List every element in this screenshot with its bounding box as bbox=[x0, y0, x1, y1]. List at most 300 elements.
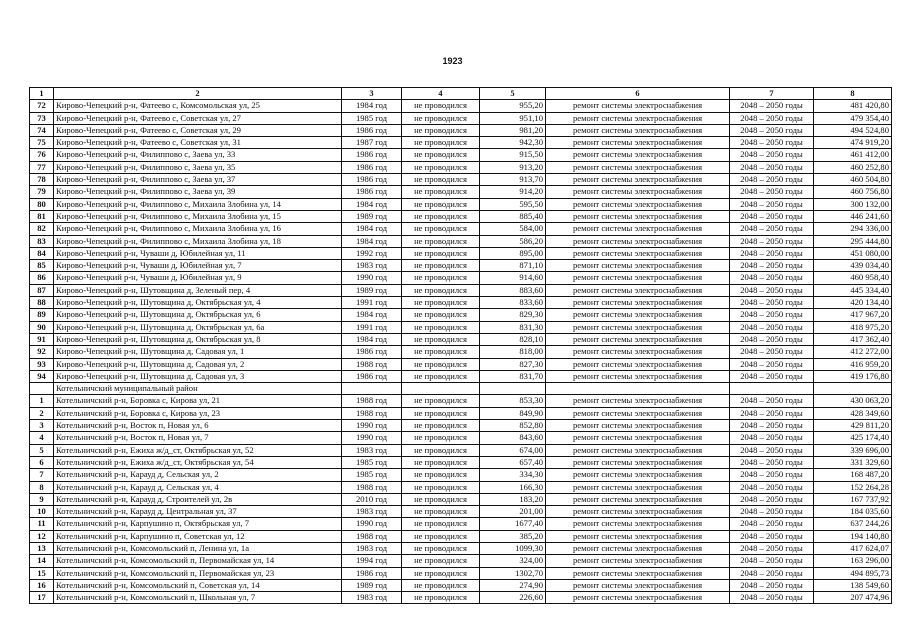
cell-area: 913,70 bbox=[480, 174, 546, 186]
table-row bbox=[30, 358, 892, 370]
cell-row-number: 4 bbox=[30, 432, 54, 444]
cell-work-type: ремонт системы электроснабжения bbox=[546, 420, 730, 432]
cell-row-number: 11 bbox=[30, 518, 54, 530]
cell-row-number: 88 bbox=[30, 297, 54, 309]
cell-build-year: 1983 год bbox=[342, 506, 402, 518]
cell-row-number: 72 bbox=[30, 100, 54, 112]
table-row bbox=[30, 567, 892, 579]
cell-work-type: ремонт системы электроснабжения bbox=[546, 235, 730, 247]
cell-build-year: 1985 год bbox=[342, 112, 402, 124]
cell-address: Кирово-Чепецкий р-н, Филиппово с, Михаила Злобина ул, 18 bbox=[54, 235, 342, 247]
cell-last-repair: не проводился bbox=[402, 149, 480, 161]
cell-address: Кирово-Чепецкий р-н, Филиппово с, Заева ул, 33 bbox=[54, 149, 342, 161]
cell-last-repair: не проводился bbox=[402, 284, 480, 296]
cell-build-year: 1986 год bbox=[342, 161, 402, 173]
cell-period: 2048 – 2050 годы bbox=[730, 112, 814, 124]
cell-last-repair: не проводился bbox=[402, 555, 480, 567]
table-row bbox=[30, 530, 892, 542]
cell-build-year: 1990 год bbox=[342, 518, 402, 530]
cell-cost: 446 241,60 bbox=[814, 210, 892, 222]
cell-build-year: 1988 год bbox=[342, 395, 402, 407]
cell-cost: 294 336,00 bbox=[814, 223, 892, 235]
section-row bbox=[30, 383, 892, 395]
cell-period: 2048 – 2050 годы bbox=[730, 161, 814, 173]
cell-row-number: 12 bbox=[30, 530, 54, 542]
table-row bbox=[30, 297, 892, 309]
table-row bbox=[30, 124, 892, 136]
cell-area: 883,60 bbox=[480, 284, 546, 296]
cell-address: Котельничский р-н, Комсомольский п, Первомайская ул, 23 bbox=[54, 567, 342, 579]
cell-last-repair: не проводился bbox=[402, 333, 480, 345]
cell-period: 2048 – 2050 годы bbox=[730, 555, 814, 567]
cell-area bbox=[480, 383, 546, 395]
cell-row-number: 89 bbox=[30, 309, 54, 321]
cell-area: 183,20 bbox=[480, 493, 546, 505]
cell-work-type: ремонт системы электроснабжения bbox=[546, 395, 730, 407]
cell-area: 829,30 bbox=[480, 309, 546, 321]
cell-last-repair: не проводился bbox=[402, 247, 480, 259]
table-row bbox=[30, 456, 892, 468]
cell-last-repair: не проводился bbox=[402, 346, 480, 358]
table-row bbox=[30, 481, 892, 493]
header-row bbox=[30, 88, 892, 100]
cell-area: 334,30 bbox=[480, 469, 546, 481]
cell-area: 914,20 bbox=[480, 186, 546, 198]
cell-last-repair: не проводился bbox=[402, 469, 480, 481]
cell-row-number: 91 bbox=[30, 333, 54, 345]
cell-cost: 474 919,20 bbox=[814, 137, 892, 149]
cell-last-repair: не проводился bbox=[402, 235, 480, 247]
cell-area: 915,50 bbox=[480, 149, 546, 161]
table-row bbox=[30, 469, 892, 481]
cell-area: 584,00 bbox=[480, 223, 546, 235]
table-row bbox=[30, 309, 892, 321]
cell-work-type: ремонт системы электроснабжения bbox=[546, 358, 730, 370]
table-row bbox=[30, 407, 892, 419]
table-row bbox=[30, 579, 892, 591]
cell-last-repair: не проводился bbox=[402, 100, 480, 112]
cell-row-number: 94 bbox=[30, 370, 54, 382]
table-row bbox=[30, 444, 892, 456]
cell-cost: 168 487,20 bbox=[814, 469, 892, 481]
cell-area: 827,30 bbox=[480, 358, 546, 370]
page-number: 1923 bbox=[442, 56, 463, 66]
cell-work-type: ремонт системы электроснабжения bbox=[546, 555, 730, 567]
table-row bbox=[30, 284, 892, 296]
cell-row-number: 1 bbox=[30, 395, 54, 407]
header-cell: 6 bbox=[546, 88, 730, 100]
cell-row-number: 8 bbox=[30, 481, 54, 493]
cell-build-year: 1988 год bbox=[342, 481, 402, 493]
cell-cost: 460 504,80 bbox=[814, 174, 892, 186]
cell-address: Кирово-Чепецкий р-н, Филиппово с, Заева ул, 37 bbox=[54, 174, 342, 186]
cell-work-type bbox=[546, 383, 730, 395]
cell-last-repair: не проводился bbox=[402, 223, 480, 235]
cell-address: Котельничский р-н, Ежиха ж/д_ст, Октябрьская ул, 54 bbox=[54, 456, 342, 468]
cell-address: Кирово-Чепецкий р-н, Шутовщина д, Садовая ул, 1 bbox=[54, 346, 342, 358]
cell-row-number: 13 bbox=[30, 542, 54, 554]
cell-last-repair: не проводился bbox=[402, 358, 480, 370]
cell-period: 2048 – 2050 годы bbox=[730, 309, 814, 321]
cell-address: Котельничский р-н, Карауд д, Центральная ул, 37 bbox=[54, 506, 342, 518]
cell-last-repair: не проводился bbox=[402, 112, 480, 124]
cell-cost: 417 362,40 bbox=[814, 333, 892, 345]
table-row bbox=[30, 161, 892, 173]
cell-address: Кирово-Чепецкий р-н, Фатеево с, Советская ул, 31 bbox=[54, 137, 342, 149]
cell-row-number: 10 bbox=[30, 506, 54, 518]
cell-cost: 300 132,00 bbox=[814, 198, 892, 210]
cell-row-number bbox=[30, 383, 54, 395]
cell-work-type: ремонт системы электроснабжения bbox=[546, 469, 730, 481]
cell-last-repair: не проводился bbox=[402, 309, 480, 321]
cell-last-repair: не проводился bbox=[402, 592, 480, 604]
table-row bbox=[30, 235, 892, 247]
cell-row-number: 77 bbox=[30, 161, 54, 173]
cell-last-repair: не проводился bbox=[402, 444, 480, 456]
cell-address: Котельничский р-н, Комсомольский п, Советская ул, 14 bbox=[54, 579, 342, 591]
cell-cost: 331 329,60 bbox=[814, 456, 892, 468]
cell-area: 895,00 bbox=[480, 247, 546, 259]
table-row bbox=[30, 321, 892, 333]
table-row bbox=[30, 186, 892, 198]
cell-address: Кирово-Чепецкий р-н, Шутовщина д, Садовая ул, 2 bbox=[54, 358, 342, 370]
cell-build-year: 1986 год bbox=[342, 567, 402, 579]
cell-cost: 207 474,96 bbox=[814, 592, 892, 604]
table-row bbox=[30, 432, 892, 444]
cell-build-year: 1983 год bbox=[342, 260, 402, 272]
cell-area: 831,30 bbox=[480, 321, 546, 333]
cell-period: 2048 – 2050 годы bbox=[730, 186, 814, 198]
cell-address: Кирово-Чепецкий р-н, Шутовщина д, Октябрьская ул, 6 bbox=[54, 309, 342, 321]
cell-area: 818,00 bbox=[480, 346, 546, 358]
cell-last-repair: не проводился bbox=[402, 297, 480, 309]
cell-last-repair: не проводился bbox=[402, 272, 480, 284]
cell-area: 201,00 bbox=[480, 506, 546, 518]
cell-cost: 417 624,07 bbox=[814, 542, 892, 554]
cell-address: Кирово-Чепецкий р-н, Чуваши д, Юбилейная ул, 7 bbox=[54, 260, 342, 272]
cell-area: 849,90 bbox=[480, 407, 546, 419]
cell-work-type: ремонт системы электроснабжения bbox=[546, 321, 730, 333]
cell-cost: 460 252,80 bbox=[814, 161, 892, 173]
cell-work-type: ремонт системы электроснабжения bbox=[546, 567, 730, 579]
cell-area: 226,60 bbox=[480, 592, 546, 604]
cell-cost: 430 063,20 bbox=[814, 395, 892, 407]
cell-build-year: 1986 год bbox=[342, 149, 402, 161]
cell-area: 955,20 bbox=[480, 100, 546, 112]
cell-row-number: 3 bbox=[30, 420, 54, 432]
cell-address: Котельничский р-н, Ежиха ж/д_ст, Октябрьская ул, 52 bbox=[54, 444, 342, 456]
cell-build-year: 1985 год bbox=[342, 469, 402, 481]
cell-address: Кирово-Чепецкий р-н, Филиппово с, Заева ул, 35 bbox=[54, 161, 342, 173]
cell-build-year: 1990 год bbox=[342, 432, 402, 444]
cell-cost: 494 895,73 bbox=[814, 567, 892, 579]
table-row bbox=[30, 112, 892, 124]
cell-area: 657,40 bbox=[480, 456, 546, 468]
cell-address: Котельничский р-н, Комсомольский п, Первомайская ул, 14 bbox=[54, 555, 342, 567]
cell-work-type: ремонт системы электроснабжения bbox=[546, 247, 730, 259]
cell-work-type: ремонт системы электроснабжения bbox=[546, 137, 730, 149]
header-cell: 1 bbox=[30, 88, 54, 100]
cell-period: 2048 – 2050 годы bbox=[730, 493, 814, 505]
cell-area: 1302,70 bbox=[480, 567, 546, 579]
cell-cost: 416 959,20 bbox=[814, 358, 892, 370]
cell-address: Котельничский р-н, Восток п, Новая ул, 7 bbox=[54, 432, 342, 444]
cell-build-year: 1992 год bbox=[342, 247, 402, 259]
table-row bbox=[30, 518, 892, 530]
cell-area: 274,90 bbox=[480, 579, 546, 591]
cell-cost: 418 975,20 bbox=[814, 321, 892, 333]
cell-last-repair: не проводился bbox=[402, 124, 480, 136]
cell-address: Котельничский р-н, Боровка с, Кирова ул, 21 bbox=[54, 395, 342, 407]
table-row bbox=[30, 174, 892, 186]
cell-row-number: 83 bbox=[30, 235, 54, 247]
cell-cost: 163 296,00 bbox=[814, 555, 892, 567]
cell-cost: 420 134,40 bbox=[814, 297, 892, 309]
cell-address: Кирово-Чепецкий р-н, Фатеево с, Советская ул, 27 bbox=[54, 112, 342, 124]
cell-period: 2048 – 2050 годы bbox=[730, 567, 814, 579]
cell-cost: 425 174,40 bbox=[814, 432, 892, 444]
cell-area: 942,30 bbox=[480, 137, 546, 149]
cell-row-number: 84 bbox=[30, 247, 54, 259]
cell-address: Котельничский р-н, Карауд д, Сельская ул, 4 bbox=[54, 481, 342, 493]
cell-work-type: ремонт системы электроснабжения bbox=[546, 518, 730, 530]
cell-period: 2048 – 2050 годы bbox=[730, 321, 814, 333]
cell-build-year: 1991 год bbox=[342, 321, 402, 333]
cell-cost: 167 737,92 bbox=[814, 493, 892, 505]
cell-row-number: 80 bbox=[30, 198, 54, 210]
cell-area: 595,50 bbox=[480, 198, 546, 210]
cell-work-type: ремонт системы электроснабжения bbox=[546, 284, 730, 296]
cell-last-repair: не проводился bbox=[402, 186, 480, 198]
cell-period bbox=[730, 383, 814, 395]
cell-work-type: ремонт системы электроснабжения bbox=[546, 542, 730, 554]
cell-row-number: 73 bbox=[30, 112, 54, 124]
cell-last-repair: не проводился bbox=[402, 174, 480, 186]
cell-last-repair: не проводился bbox=[402, 370, 480, 382]
cell-work-type: ремонт системы электроснабжения bbox=[546, 432, 730, 444]
header-cell: 3 bbox=[342, 88, 402, 100]
cell-last-repair: не проводился bbox=[402, 432, 480, 444]
cell-work-type: ремонт системы электроснабжения bbox=[546, 333, 730, 345]
cell-work-type: ремонт системы электроснабжения bbox=[546, 592, 730, 604]
cell-row-number: 76 bbox=[30, 149, 54, 161]
cell-build-year: 1986 год bbox=[342, 346, 402, 358]
cell-work-type: ремонт системы электроснабжения bbox=[546, 272, 730, 284]
cell-build-year: 1988 год bbox=[342, 358, 402, 370]
cell-work-type: ремонт системы электроснабжения bbox=[546, 260, 730, 272]
cell-area: 1677,40 bbox=[480, 518, 546, 530]
cell-address: Котельничский р-н, Карауд д, Строителей ул, 2в bbox=[54, 493, 342, 505]
cell-row-number: 16 bbox=[30, 579, 54, 591]
cell-last-repair: не проводился bbox=[402, 579, 480, 591]
cell-period: 2048 – 2050 годы bbox=[730, 592, 814, 604]
cell-address: Котельничский р-н, Восток п, Новая ул, 6 bbox=[54, 420, 342, 432]
cell-period: 2048 – 2050 годы bbox=[730, 137, 814, 149]
cell-area: 853,30 bbox=[480, 395, 546, 407]
cell-period: 2048 – 2050 годы bbox=[730, 149, 814, 161]
cell-period: 2048 – 2050 годы bbox=[730, 506, 814, 518]
cell-build-year: 1989 год bbox=[342, 579, 402, 591]
cell-period: 2048 – 2050 годы bbox=[730, 100, 814, 112]
table-row bbox=[30, 506, 892, 518]
cell-work-type: ремонт системы электроснабжения bbox=[546, 370, 730, 382]
table-row bbox=[30, 223, 892, 235]
cell-cost: 460 958,40 bbox=[814, 272, 892, 284]
cell-area: 831,70 bbox=[480, 370, 546, 382]
cell-last-repair: не проводился bbox=[402, 481, 480, 493]
cell-work-type: ремонт системы электроснабжения bbox=[546, 100, 730, 112]
cell-work-type: ремонт системы электроснабжения bbox=[546, 456, 730, 468]
cell-period: 2048 – 2050 годы bbox=[730, 370, 814, 382]
table-row bbox=[30, 333, 892, 345]
cell-address: Кирово-Чепецкий р-н, Филиппово с, Заева ул, 39 bbox=[54, 186, 342, 198]
cell-build-year bbox=[342, 383, 402, 395]
cell-work-type: ремонт системы электроснабжения bbox=[546, 112, 730, 124]
cell-cost bbox=[814, 383, 892, 395]
cell-address: Котельничский р-н, Карпушино п, Октябрьская ул, 7 bbox=[54, 518, 342, 530]
cell-period: 2048 – 2050 годы bbox=[730, 481, 814, 493]
table-row bbox=[30, 346, 892, 358]
cell-cost: 494 524,80 bbox=[814, 124, 892, 136]
cell-last-repair: не проводился bbox=[402, 198, 480, 210]
cell-build-year: 1986 год bbox=[342, 186, 402, 198]
table-row bbox=[30, 493, 892, 505]
cell-cost: 184 035,60 bbox=[814, 506, 892, 518]
table-row bbox=[30, 272, 892, 284]
cell-period: 2048 – 2050 годы bbox=[730, 542, 814, 554]
cell-last-repair: не проводился bbox=[402, 210, 480, 222]
table-row bbox=[30, 260, 892, 272]
cell-period: 2048 – 2050 годы bbox=[730, 198, 814, 210]
cell-row-number: 81 bbox=[30, 210, 54, 222]
cell-build-year: 1994 год bbox=[342, 555, 402, 567]
cell-cost: 417 967,20 bbox=[814, 309, 892, 321]
cell-row-number: 82 bbox=[30, 223, 54, 235]
cell-build-year: 1988 год bbox=[342, 530, 402, 542]
cell-row-number: 5 bbox=[30, 444, 54, 456]
cell-period: 2048 – 2050 годы bbox=[730, 284, 814, 296]
cell-last-repair: не проводился bbox=[402, 493, 480, 505]
cell-build-year: 1986 год bbox=[342, 124, 402, 136]
cell-work-type: ремонт системы электроснабжения bbox=[546, 530, 730, 542]
header-cell: 2 bbox=[54, 88, 342, 100]
table-row bbox=[30, 542, 892, 554]
cell-period: 2048 – 2050 годы bbox=[730, 456, 814, 468]
cell-address: Кирово-Чепецкий р-н, Шутовщина д, Зеленый пер, 4 bbox=[54, 284, 342, 296]
cell-period: 2048 – 2050 годы bbox=[730, 395, 814, 407]
cell-work-type: ремонт системы электроснабжения bbox=[546, 186, 730, 198]
cell-work-type: ремонт системы электроснабжения bbox=[546, 161, 730, 173]
cell-cost: 194 140,80 bbox=[814, 530, 892, 542]
cell-cost: 295 444,80 bbox=[814, 235, 892, 247]
cell-period: 2048 – 2050 годы bbox=[730, 124, 814, 136]
table-row bbox=[30, 370, 892, 382]
cell-build-year: 1984 год bbox=[342, 309, 402, 321]
cell-last-repair: не проводился bbox=[402, 260, 480, 272]
cell-row-number: 86 bbox=[30, 272, 54, 284]
cell-build-year: 1991 год bbox=[342, 297, 402, 309]
cell-build-year: 1984 год bbox=[342, 198, 402, 210]
cell-work-type: ремонт системы электроснабжения bbox=[546, 506, 730, 518]
cell-row-number: 2 bbox=[30, 407, 54, 419]
cell-cost: 460 756,80 bbox=[814, 186, 892, 198]
cell-area: 843,60 bbox=[480, 432, 546, 444]
cell-build-year: 1983 год bbox=[342, 444, 402, 456]
header-cell: 8 bbox=[814, 88, 892, 100]
cell-address: Кирово-Чепецкий р-н, Шутовщина д, Октябрьская ул, 4 bbox=[54, 297, 342, 309]
cell-period: 2048 – 2050 годы bbox=[730, 297, 814, 309]
cell-cost: 339 696,00 bbox=[814, 444, 892, 456]
cell-last-repair: не проводился bbox=[402, 530, 480, 542]
cell-address: Котельничский р-н, Карауд д, Сельская ул, 2 bbox=[54, 469, 342, 481]
cell-cost: 481 420,80 bbox=[814, 100, 892, 112]
table-row bbox=[30, 137, 892, 149]
cell-build-year: 2010 год bbox=[342, 493, 402, 505]
cell-work-type: ремонт системы электроснабжения bbox=[546, 493, 730, 505]
cell-build-year: 1986 год bbox=[342, 370, 402, 382]
cell-period: 2048 – 2050 годы bbox=[730, 235, 814, 247]
cell-build-year: 1988 год bbox=[342, 407, 402, 419]
cell-row-number: 87 bbox=[30, 284, 54, 296]
cell-area: 914,60 bbox=[480, 272, 546, 284]
cell-row-number: 7 bbox=[30, 469, 54, 481]
cell-period: 2048 – 2050 годы bbox=[730, 247, 814, 259]
table-row bbox=[30, 420, 892, 432]
table-row bbox=[30, 198, 892, 210]
cell-build-year: 1985 год bbox=[342, 456, 402, 468]
cell-address: Кирово-Чепецкий р-н, Филиппово с, Михаила Злобина ул, 15 bbox=[54, 210, 342, 222]
cell-address: Кирово-Чепецкий р-н, Чуваши д, Юбилейная ул, 11 bbox=[54, 247, 342, 259]
cell-build-year: 1983 год bbox=[342, 592, 402, 604]
table-row bbox=[30, 592, 892, 604]
cell-period: 2048 – 2050 годы bbox=[730, 272, 814, 284]
cell-period: 2048 – 2050 годы bbox=[730, 469, 814, 481]
table-row bbox=[30, 210, 892, 222]
cell-build-year: 1989 год bbox=[342, 210, 402, 222]
cell-last-repair: не проводился bbox=[402, 518, 480, 530]
cell-cost: 419 176,80 bbox=[814, 370, 892, 382]
cell-cost: 445 334,40 bbox=[814, 284, 892, 296]
cell-build-year: 1989 год bbox=[342, 284, 402, 296]
cell-cost: 138 549,60 bbox=[814, 579, 892, 591]
cell-row-number: 17 bbox=[30, 592, 54, 604]
cell-area: 324,00 bbox=[480, 555, 546, 567]
header-cell: 4 bbox=[402, 88, 480, 100]
cell-work-type: ремонт системы электроснабжения bbox=[546, 346, 730, 358]
cell-cost: 152 264,28 bbox=[814, 481, 892, 493]
cell-cost: 637 244,26 bbox=[814, 518, 892, 530]
header-cell: 5 bbox=[480, 88, 546, 100]
cell-build-year: 1984 год bbox=[342, 100, 402, 112]
cell-work-type: ремонт системы электроснабжения bbox=[546, 481, 730, 493]
cell-area: 1099,30 bbox=[480, 542, 546, 554]
cell-area: 913,20 bbox=[480, 161, 546, 173]
cell-work-type: ремонт системы электроснабжения bbox=[546, 174, 730, 186]
cell-period: 2048 – 2050 годы bbox=[730, 420, 814, 432]
cell-row-number: 85 bbox=[30, 260, 54, 272]
cell-area: 951,10 bbox=[480, 112, 546, 124]
cell-build-year: 1984 год bbox=[342, 333, 402, 345]
cell-work-type: ремонт системы электроснабжения bbox=[546, 297, 730, 309]
table-body bbox=[30, 100, 892, 604]
cell-period: 2048 – 2050 годы bbox=[730, 407, 814, 419]
cell-row-number: 6 bbox=[30, 456, 54, 468]
cell-last-repair: не проводился bbox=[402, 395, 480, 407]
cell-period: 2048 – 2050 годы bbox=[730, 530, 814, 542]
cell-cost: 439 034,40 bbox=[814, 260, 892, 272]
cell-address: Котельничский р-н, Боровка с, Кирова ул, 23 bbox=[54, 407, 342, 419]
table-row bbox=[30, 555, 892, 567]
